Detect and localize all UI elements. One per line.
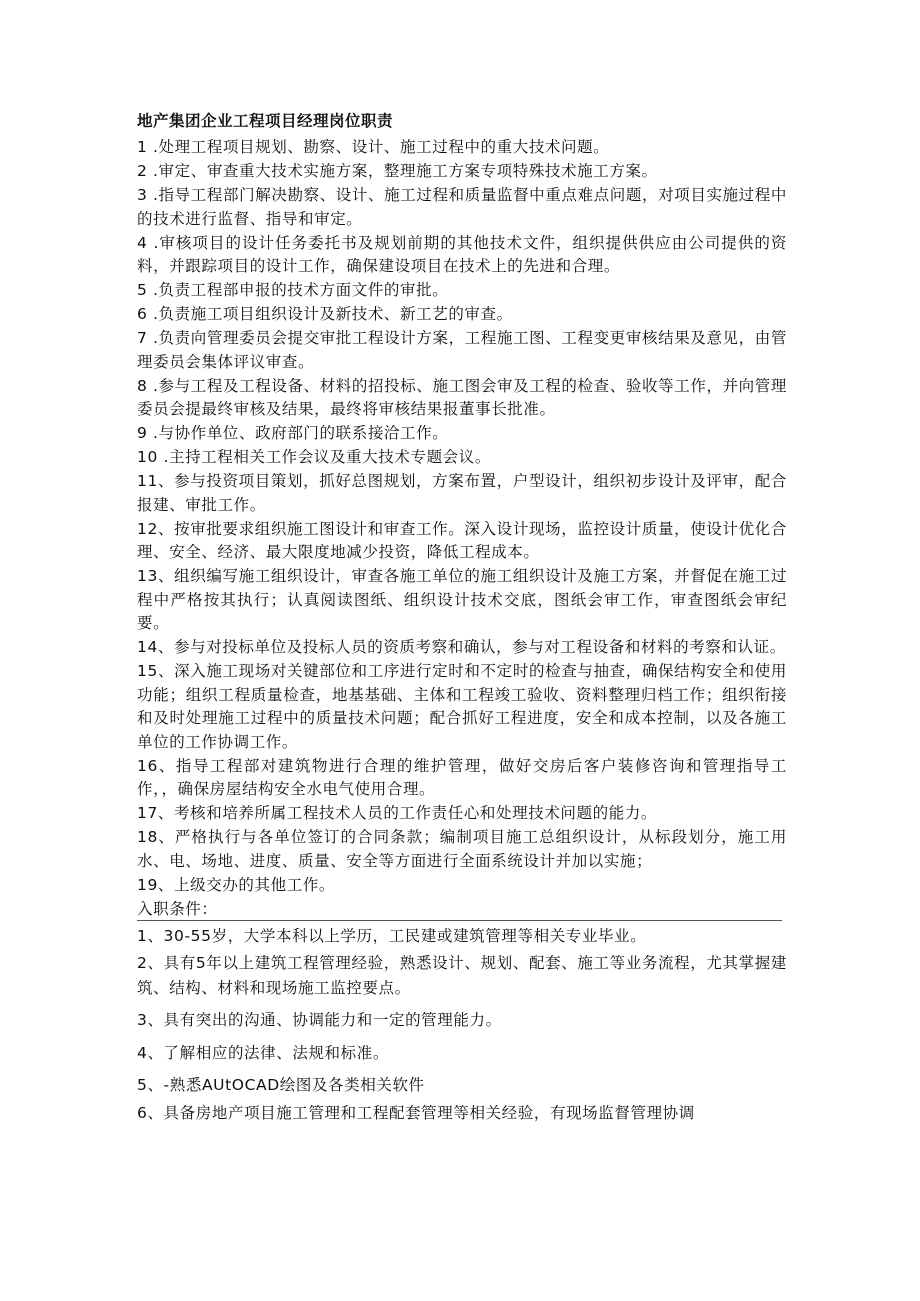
duty-item: 11、参与投资项目策划，抓好总图规划，方案布置，户型设计，组织初步设计及评审，配合报建、审批工作。 [137, 472, 787, 514]
duty-item: 12、按审批要求组织施工图设计和审查工作。深入设计现场，监控设计质量，使设计优化合理、安全、经济、最大限度地减少投资，降低工程成本。 [137, 519, 787, 561]
duty-item: 13、组织编写施工组织设计，审查各施工单位的施工组织设计及施工方案，并督促在施工过程中严格按其执行；认真阅读图纸、组织设计技术交底，图纸会审工作，审查图纸会审纪要。 [137, 567, 787, 632]
duty-item: 4 .审核项目的设计任务委托书及规划前期的其他技术文件，组织提供供应由公司提供的资料，并跟踪项目的设计工作，确保建设项目在技术上的先进和合理。 [137, 233, 787, 275]
requirement-item: 3、具有突出的沟通、协调能力和一定的管理能力。 [137, 1011, 502, 1029]
duty-item: 15、深入施工现场对关键部位和工序进行定时和不定时的检查与抽查，确保结构安全和使用功能；组织工程质量检查，地基基础、主体和工程竣工验收、资料整理归档工作；组织衔接和及时处理施工过程中的质量技术问题；配合抓好工程进度，安全和成本控制，以及各施工单位的工作协调工作。 [137, 662, 787, 751]
requirement-item: 4、了解相应的法律、法规和标准。 [137, 1043, 389, 1062]
requirement-item: 1、30-55岁，大学本科以上学历，工民建或建筑管理等相关专业毕业。 [137, 926, 647, 945]
duty-item: 16、指导工程部对建筑物进行合理的维护管理，做好交房后客户装修咨询和管理指导工作，，确保房屋结构安全水电气使用合理。 [137, 756, 787, 798]
duty-item: 5 .负责工程部申报的技术方面文件的审批。 [137, 281, 449, 299]
document-title: 地产集团企业工程项目经理岗位职责 [137, 112, 394, 130]
duty-item: 9 .与协作单位、政府部门的联系接洽工作。 [137, 424, 449, 442]
requirement-item: 5、-熟悉AUtOCAD绘图及各类相关软件 [137, 1076, 425, 1094]
duty-item: 18、严格执行与各单位签订的合同条款；编制项目施工总组织设计，从标段划分，施工用水、电、场地、进度、质量、安全等方面进行全面系统设计并加以实施； [137, 828, 787, 870]
duty-item: 10 .主持工程相关工作会议及重大技术专题会议。 [137, 448, 491, 466]
duty-item: 6 .负责施工项目组织设计及新技术、新工艺的审查。 [137, 305, 513, 323]
duties-list [137, 136, 787, 897]
requirement-item: 2、具有5年以上建筑工程管理经验，熟悉设计、规划、配套、施工等业务流程，尤其掌握建筑、结构、材料和现场施工监控要点。 [137, 954, 787, 997]
document-page [137, 108, 787, 1126]
duty-item: 7 .负责向管理委员会提交审批工程设计方案，工程施工图、工程变更审核结果及意见，由管理委员会集体评议审查。 [137, 329, 787, 371]
duty-item: 8 .参与工程及工程设备、材料的招投标、施工图会审及工程的检查、验收等工作，并向管理委员会提最终审核及结果，最终将审核结果报董事长批准。 [137, 376, 787, 418]
requirement-item: 6、具备房地产项目施工管理和工程配套管理等相关经验，有现场监督管理协调 [137, 1103, 695, 1122]
duty-item: 17、考核和培养所属工程技术人员的工作责任心和处理技术问题的能力。 [137, 804, 658, 822]
duty-item: 14、参与对投标单位及投标人员的资质考察和确认，参与对工程设备和材料的考察和认证。 [137, 638, 786, 656]
duty-item: 2 .审定、审查重大技术实施方案，整理施工方案专项特殊技术施工方案。 [137, 162, 658, 180]
duty-item: 3 .指导工程部门解决勘察、设计、施工过程和质量监督中重点难点问题，对项目实施过程中的技术进行监督、指导和审定。 [137, 186, 787, 228]
duty-item: 1 .处理工程项目规划、勘察、设计、施工过程中的重大技术问题。 [137, 138, 610, 156]
requirements-heading: 入职条件： [137, 898, 782, 921]
requirements-list [137, 924, 787, 1126]
duty-item: 19、上级交办的其他工作。 [137, 875, 336, 894]
